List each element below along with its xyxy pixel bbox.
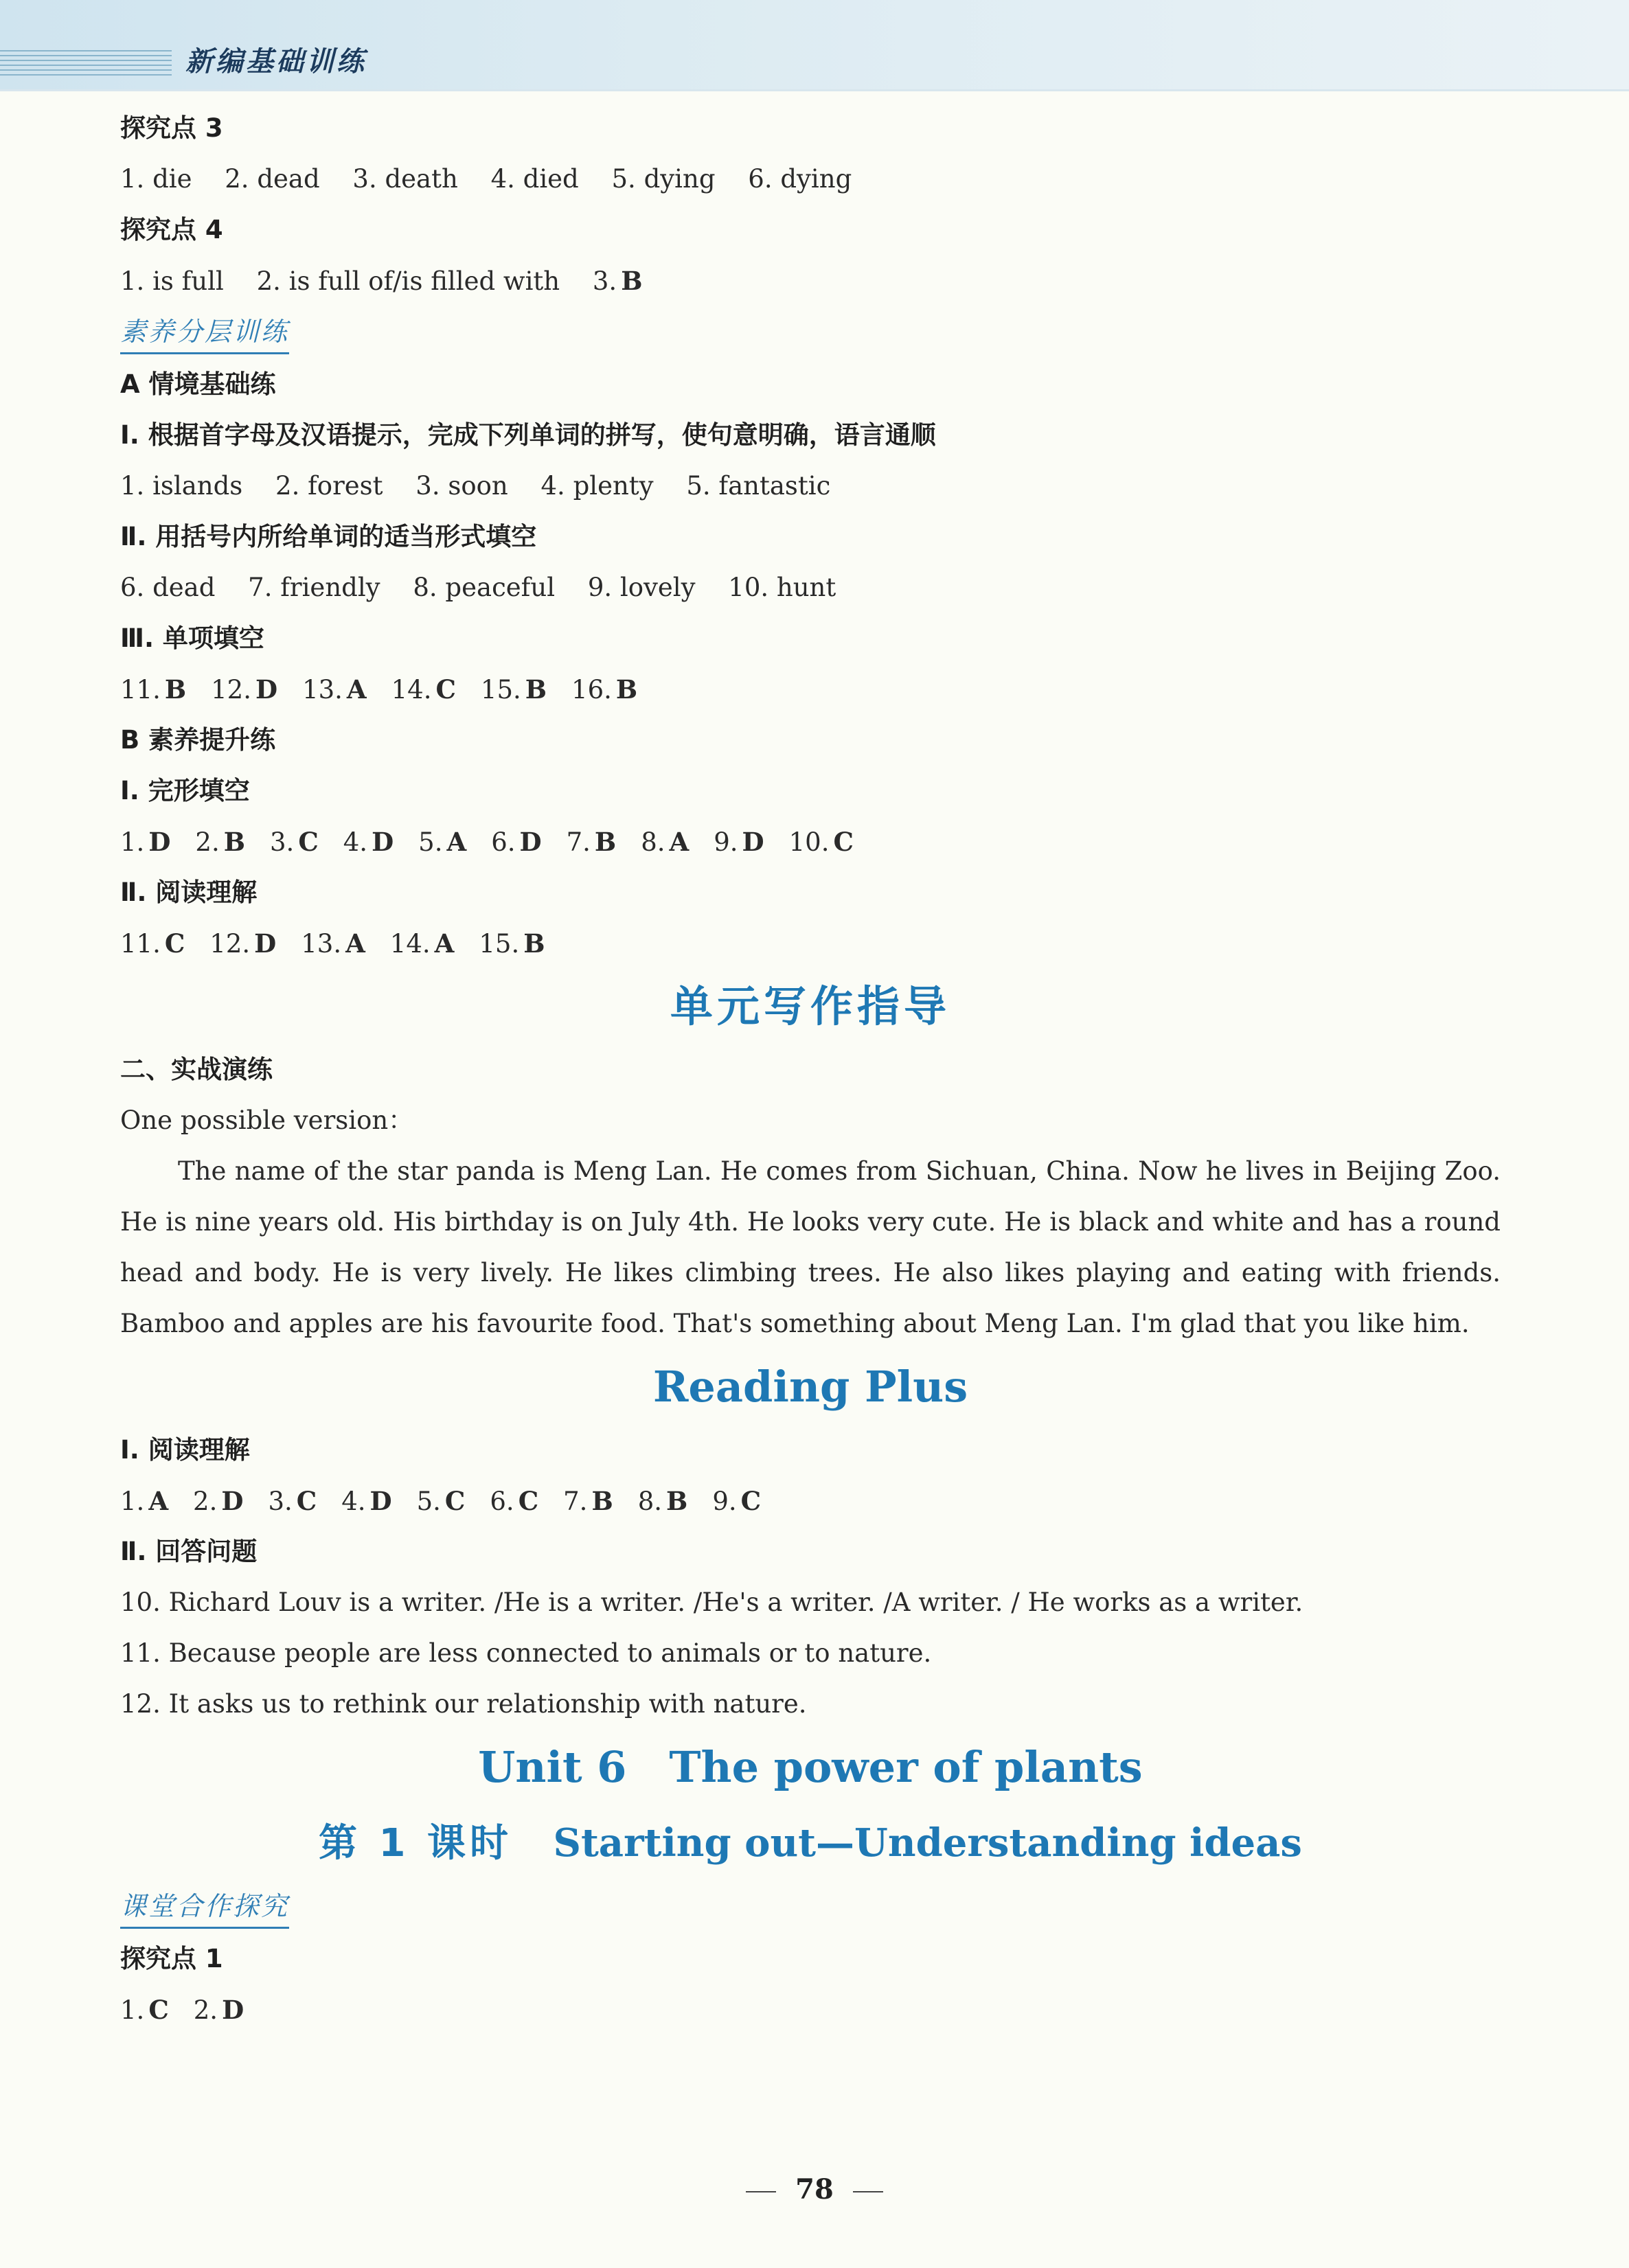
answer-item	[641, 827, 689, 857]
answer-item: 2. forest	[275, 471, 383, 501]
answer-choice: D	[519, 827, 542, 857]
answer-line	[120, 154, 1501, 205]
answer-item	[563, 1487, 613, 1516]
answer-choice: D	[369, 1486, 392, 1516]
answer-item	[120, 929, 185, 959]
answer-number: 15.	[479, 929, 520, 959]
answer-number: 14.	[389, 929, 431, 959]
page-content	[120, 103, 1501, 2035]
answer-number: 13.	[301, 929, 342, 959]
answer-choice: A	[434, 928, 455, 959]
answer-sentence: 12. It asks us to rethink our relationship with nature.	[120, 1689, 807, 1719]
essay-intro: One possible version：	[120, 1106, 414, 1135]
answer-number: 10.	[788, 827, 830, 857]
answer-item: 3. death	[352, 164, 458, 194]
footer-dash	[853, 2191, 883, 2192]
answer-choice: D	[148, 827, 171, 857]
answer-choice: D	[221, 1486, 244, 1516]
lesson-title	[120, 1805, 1501, 1881]
answer-number: 11.	[120, 929, 161, 959]
answer-choice: B	[164, 674, 187, 705]
answer-number: 5.	[416, 1487, 441, 1516]
answer-item	[194, 1995, 244, 2025]
answer-item	[481, 675, 547, 705]
question-heading: Ⅱ. 用括号内所给单词的适当形式填空	[120, 522, 537, 551]
answer-number: 8.	[641, 827, 665, 857]
page-footer	[0, 2173, 1629, 2206]
answer-number: 13.	[302, 675, 343, 705]
answer-item: 2. dead	[225, 164, 320, 194]
question-heading: Ⅰ. 完形填空	[120, 776, 250, 805]
answer-line	[120, 461, 1501, 512]
subsection-label: 课堂合作探究	[120, 1886, 289, 1929]
answer-line	[120, 255, 1501, 306]
answer-item	[120, 1995, 169, 2025]
answer-number: 14.	[391, 675, 432, 705]
subsection-label: 素养分层训练	[120, 311, 289, 354]
answer-item	[714, 827, 764, 857]
answer-number: 7.	[563, 1487, 588, 1516]
answer-number: 9.	[712, 1487, 737, 1516]
answer-choice: A	[669, 827, 690, 857]
answer-item	[571, 675, 637, 705]
answer-choice: C	[296, 1486, 317, 1516]
answer-number: 1.	[120, 827, 145, 857]
header-decoration	[0, 48, 172, 76]
lesson-name: Starting out—Understanding ideas	[553, 1820, 1302, 1866]
answer-number: 11.	[120, 675, 161, 705]
answer-item	[209, 929, 276, 959]
answer-choice: B	[591, 1486, 613, 1516]
answer-number: 16.	[571, 675, 612, 705]
answer-item	[120, 1487, 168, 1516]
answer-number: 4.	[343, 827, 368, 857]
answer-number: 8.	[637, 1487, 663, 1516]
answer-item: 1. die	[120, 164, 192, 194]
answer-item	[479, 929, 545, 959]
answer-number: 15.	[480, 675, 521, 705]
answer-item	[301, 929, 365, 959]
answer-item: 6. dying	[748, 164, 852, 194]
question-heading: Ⅱ. 回答问题	[120, 1537, 258, 1566]
answer-choice: C	[435, 674, 456, 705]
answer-item: 5. fantastic	[686, 471, 831, 501]
answer-choice: C	[164, 928, 185, 959]
answer-item	[390, 929, 455, 959]
answer-item: 3. B	[592, 266, 643, 296]
answer-item: 5. dying	[611, 164, 716, 194]
answer-item: 8. peaceful	[413, 573, 556, 602]
answer-line	[120, 1476, 1501, 1526]
answer-item: 2. is full of/is filled with	[256, 266, 560, 296]
answer-item	[120, 827, 170, 857]
answer-line	[120, 562, 1501, 613]
question-heading: Ⅰ. 根据首字母及汉语提示，完成下列单词的拼写，使句意明确，语言通顺	[120, 420, 936, 450]
answer-choice: D	[254, 928, 277, 959]
answer-item	[417, 1487, 466, 1516]
lesson-number: 第 1 课时	[319, 1821, 512, 1866]
answer-choice: A	[346, 674, 367, 705]
answer-choice: B	[666, 1486, 688, 1516]
section-heading: 探究点 3	[120, 113, 223, 143]
chapter-title: 单元写作指导	[670, 981, 950, 1031]
answer-item: 7. friendly	[248, 573, 380, 602]
answer-line	[120, 918, 1501, 969]
answer-choice: B	[223, 827, 245, 857]
section-heading: 探究点 1	[120, 1944, 223, 1973]
answer-item	[270, 827, 319, 857]
answer-item	[789, 827, 854, 857]
answer-number: 4.	[341, 1487, 366, 1516]
answer-choice: A	[446, 827, 467, 857]
section-heading: 二、实战演练	[120, 1055, 273, 1084]
answer-choice: A	[148, 1486, 169, 1516]
answer-item: 1. islands	[120, 471, 243, 501]
answer-item	[712, 1487, 761, 1516]
answer-item	[268, 1487, 317, 1516]
answer-choice: D	[372, 827, 394, 857]
answer-item	[193, 1487, 243, 1516]
answer-number: 2.	[193, 1487, 218, 1516]
answer-item	[491, 827, 541, 857]
answer-item: 6. dead	[120, 573, 216, 602]
answer-item	[391, 675, 456, 705]
answer-choice: D	[222, 1995, 244, 2025]
answer-choice: A	[345, 928, 365, 959]
answer-number: 2.	[195, 827, 220, 857]
page-number: 78	[795, 2173, 834, 2206]
answer-number: 3.	[270, 827, 295, 857]
answer-number: 3.	[268, 1487, 293, 1516]
answer-choice: C	[518, 1486, 539, 1516]
answer-line	[120, 816, 1501, 867]
answer-number: 12.	[211, 675, 251, 705]
answer-choice: C	[148, 1995, 169, 2025]
chapter-title: Reading Plus	[652, 1362, 968, 1412]
answer-choice: C	[298, 827, 319, 857]
question-heading: Ⅰ. 阅读理解	[120, 1435, 250, 1465]
answer-number: 1.	[120, 1487, 145, 1516]
answer-item	[211, 675, 277, 705]
answer-sentence: 11. Because people are less connected to animals or to nature.	[120, 1638, 932, 1668]
essay-paragraph: The name of the star panda is Meng Lan. He comes from Sichuan, China. Now he lives in Beijing Zoo. He is nine years old. His birthday is on July 4th. He looks very cute. He is black and white and has a round head and body. He is very lively. He likes climbing trees. He also likes playing and eating with friends. Bamboo and apples are his favourite food. That's something about Meng Lan. I'm glad that you like him.	[120, 1156, 1501, 1338]
answer-choice: C	[833, 827, 854, 857]
answer-number: 1.	[120, 1995, 145, 2025]
answer-sentence: 10. Richard Louv is a writer. /He is a writer. /He's a writer. /A writer. / He works as a writer.	[120, 1588, 1303, 1617]
answer-number: 5.	[418, 827, 443, 857]
answer-item: 1. is full	[120, 266, 224, 296]
section-heading: 探究点 4	[120, 215, 223, 244]
answer-item: 4. died	[490, 164, 579, 194]
answer-item	[638, 1487, 688, 1516]
answer-number: 6.	[490, 1487, 514, 1516]
answer-number: 12.	[209, 929, 251, 959]
answer-item	[341, 1487, 391, 1516]
section-heading: A 情境基础练	[120, 369, 276, 399]
answer-choice: B	[525, 674, 547, 705]
answer-line	[120, 1984, 1501, 2035]
answer-item: 4. plenty	[540, 471, 654, 501]
answer-item: 10. hunt	[728, 573, 836, 602]
question-heading: Ⅱ. 阅读理解	[120, 878, 258, 907]
answer-choice: C	[740, 1486, 762, 1516]
question-heading: Ⅲ. 单项填空	[120, 623, 264, 653]
answer-item	[418, 827, 466, 857]
answer-item: 9. lovely	[587, 573, 696, 602]
answer-number: 6.	[491, 827, 516, 857]
answer-choice: B	[615, 674, 638, 705]
answer-item	[490, 1487, 538, 1516]
answer-item	[195, 827, 245, 857]
answer-choice: D	[255, 674, 278, 705]
answer-choice: D	[742, 827, 764, 857]
answer-choice: B	[523, 928, 545, 959]
answer-item	[302, 675, 367, 705]
answer-choice: B	[594, 827, 617, 857]
answer-number: 7.	[566, 827, 591, 857]
answer-item	[343, 827, 394, 857]
answer-item	[120, 675, 186, 705]
answer-item	[567, 827, 617, 857]
footer-dash	[746, 2191, 776, 2192]
answer-item: 3. soon	[415, 471, 508, 501]
answer-choice: C	[444, 1486, 466, 1516]
section-heading: B 素养提升练	[120, 725, 276, 755]
answer-line	[120, 664, 1501, 715]
unit-title: Unit 6 The power of plants	[478, 1742, 1143, 1792]
answer-number: 9.	[714, 827, 738, 857]
answer-number: 2.	[193, 1995, 218, 2025]
header-title: 新编基础训练	[185, 45, 367, 78]
